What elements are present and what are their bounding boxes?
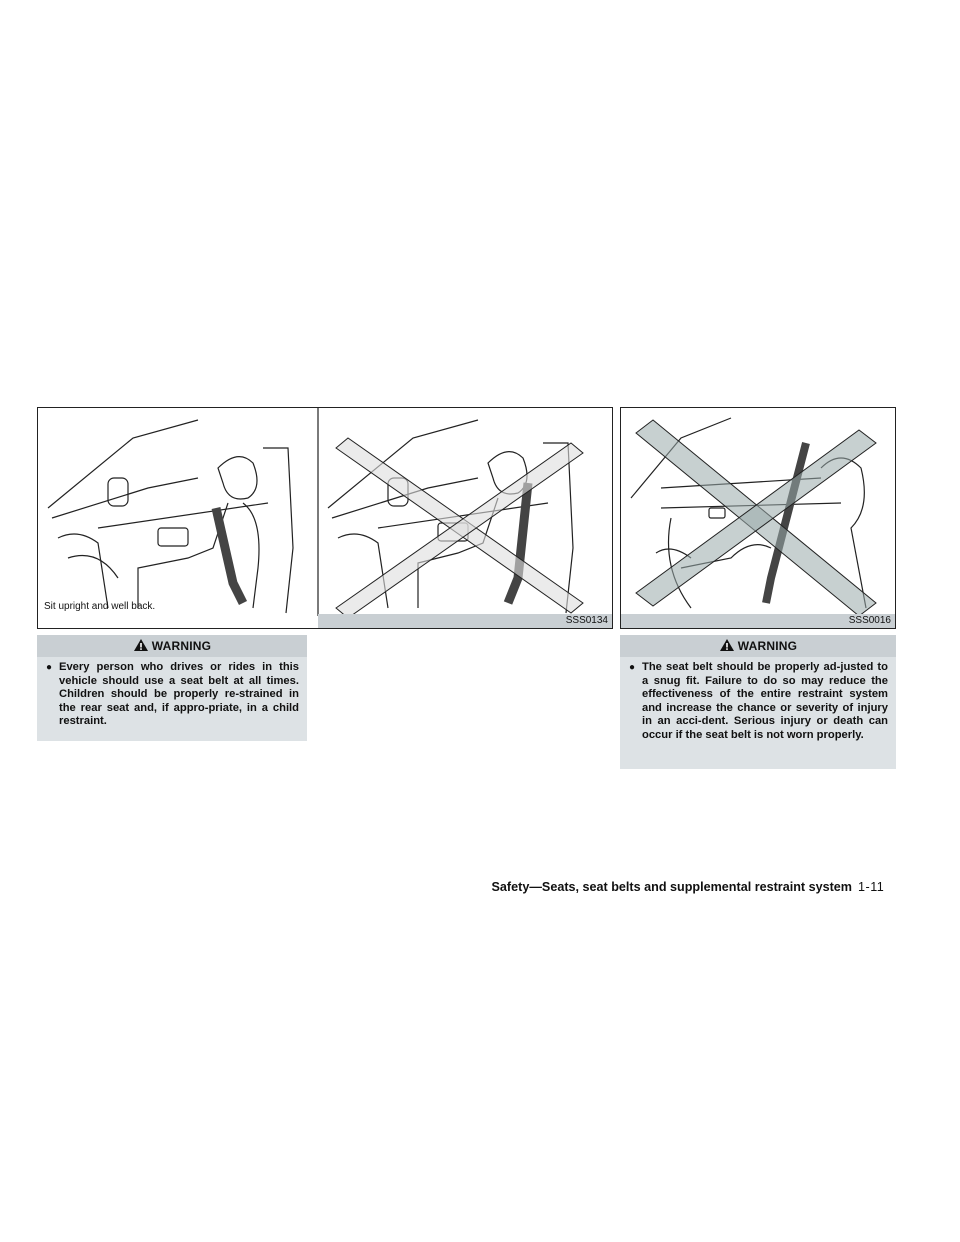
warning-header — [37, 635, 307, 657]
seat-posture-illustration — [38, 408, 613, 629]
page-number: 1-11 — [858, 880, 885, 894]
bullet-icon: ● — [46, 662, 53, 673]
figure-code: SSS0134 — [318, 614, 612, 628]
figure-caption: Sit upright and well back. — [44, 601, 156, 612]
figure-seat-posture — [37, 407, 613, 629]
warning-title: WARNING — [151, 639, 212, 653]
warning-triangle-icon — [719, 638, 735, 655]
figure-code: SSS0016 — [621, 614, 895, 628]
warning-header — [620, 635, 896, 657]
warning-title: WARNING — [737, 639, 798, 653]
warning-text: The seat belt should be properly ad-justed to a snug fit. Failure to do so may reduce the effectiveness of the entire restraint system and increase the chance or severity of injury in an acci-dent. Serious injury or death can occur if the seat belt is not worn properly. — [642, 661, 888, 741]
loose-belt-illustration — [621, 408, 896, 629]
figure-loose-belt — [620, 407, 896, 629]
warning-text: Every person who drives or rides in this vehicle should use a seat belt at all times. Children should be properly re-strained in the rear seat and, if appro-priate, in a child restraint. — [59, 661, 299, 728]
warning-triangle-icon — [133, 638, 149, 655]
warning-body — [620, 657, 896, 769]
warning-body — [37, 657, 307, 741]
section-title: Safety—Seats, seat belts and supplemental restraint system — [491, 880, 852, 894]
bullet-icon: ● — [629, 662, 636, 673]
